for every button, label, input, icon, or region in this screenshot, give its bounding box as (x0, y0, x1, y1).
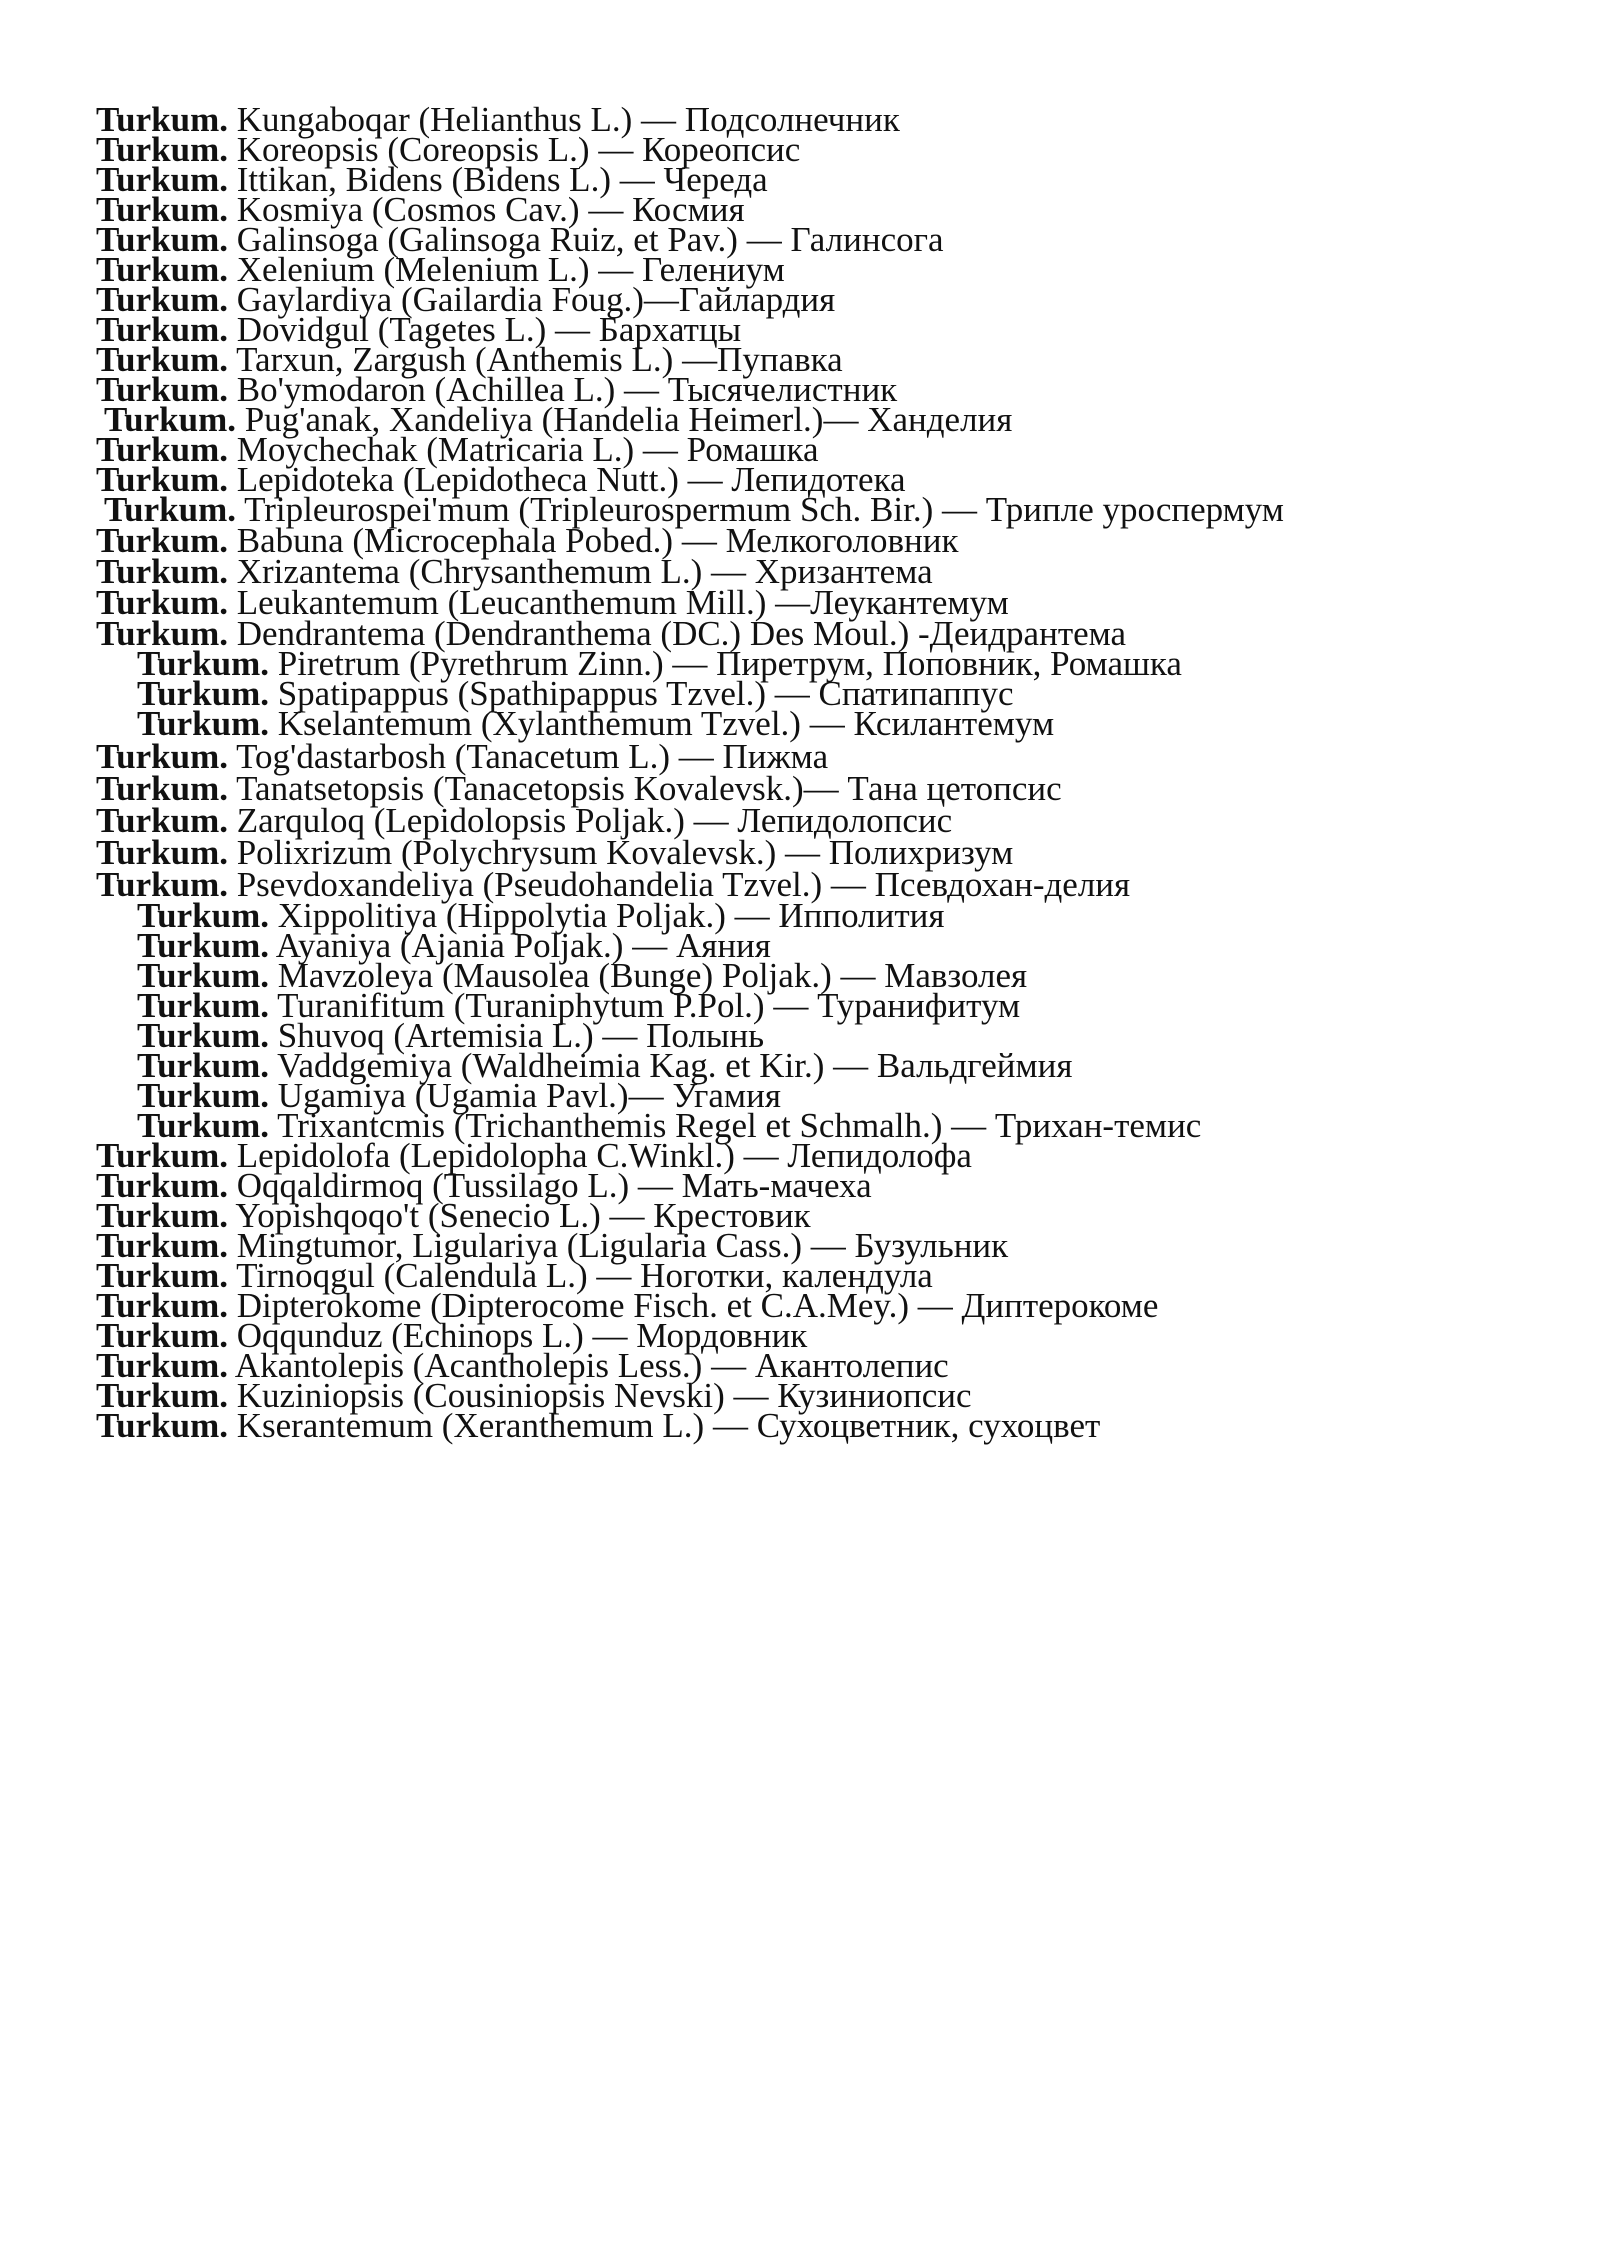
genus-prefix: Turkum. (96, 130, 228, 169)
genus-prefix: Turkum. (96, 521, 228, 560)
genus-name: Lepidolofa (Lepidolopha C.Winkl.) — Лепидолофа (236, 1136, 972, 1175)
genus-prefix: Turkum. (96, 769, 228, 808)
genus-name: Leukantemum (Leucanthemum Mill.) —Леукантемум (236, 583, 1009, 622)
genus-prefix: Turkum. (96, 552, 228, 591)
genus-name: Polixrizum (Polychrysum Kovalevsk.) — Полихризум (236, 833, 1014, 872)
genus-prefix: Turkum. (96, 430, 228, 469)
genus-prefix: Turkum. (137, 956, 269, 995)
genus-name: Gaylardiya (Gailardia Foug.)—Гайлардия (236, 280, 836, 319)
genus-name: Moychechak (Matricaria L.) — Ромашка (236, 430, 819, 469)
genus-name: Kosmiya (Cosmos Cav.) — Космия (236, 190, 745, 229)
genus-prefix: Turkum. (96, 833, 228, 872)
genus-prefix: Turkum. (137, 896, 269, 935)
genus-prefix: Turkum. (96, 1346, 228, 1385)
genus-prefix: Turkum. (137, 1046, 269, 1085)
genus-name: Tanatsetopsis (Tanacetopsis Kovalevsk.)— Тана цетопсис (236, 769, 1062, 808)
genus-prefix: Turkum. (137, 1076, 269, 1115)
genus-name: Mavzoleya (Mausolea (Bunge) Poljak.) — Мавзолея (277, 956, 1028, 995)
genus-name: Tripleurospei'mum (Tripleurospermum Sch. Bir.) — Трипле уроспермум (244, 490, 1284, 529)
genus-prefix: Turkum. (96, 1166, 228, 1205)
genus-name: Spatipappus (Spathipappus Tzvel.) — Спатипаппус (277, 674, 1014, 713)
genus-name: Oqqaldirmoq (Tussilago L.) — Мать-мачеха (236, 1166, 872, 1205)
genus-name: Vaddgemiya (Waldheimia Kag. et Kir.) — Вальдгеймия (277, 1046, 1073, 1085)
genus-name: Shuvoq (Artemisia L.) — Полынь (277, 1016, 765, 1055)
genus-prefix: Turkum. (104, 490, 236, 529)
genus-prefix: Turkum. (96, 801, 228, 840)
genus-prefix: Turkum. (104, 400, 236, 439)
genus-prefix: Turkum. (137, 1106, 269, 1145)
genus-name: Kselantemum (Xylanthemum Tzvel.) — Ксилантемум (277, 704, 1055, 743)
genus-name: Dendrantema (Dendranthema (DC.) Des Moul.) -Деидрантема (236, 614, 1127, 653)
genus-name: Dipterokome (Dipterocome Fisch. et C.A.Mey.) — Диптерокоме (236, 1286, 1159, 1325)
genus-prefix: Turkum. (137, 1016, 269, 1055)
genus-prefix: Turkum. (96, 1286, 228, 1325)
genus-prefix: Turkum. (96, 220, 228, 259)
genus-prefix: Turkum. (96, 370, 228, 409)
genus-name: Kungaboqar (Helianthus L.) — Подсолнечник (236, 100, 900, 139)
genus-name: Xippolitiya (Hippolytia Poljak.) — Ипполития (277, 896, 945, 935)
genus-name: Turanifitum (Turaniphytum P.Pol.) — Туранифитум (277, 986, 1021, 1025)
genus-name: Babuna (Microcephala Pobed.) — Мелкоголовник (236, 521, 959, 560)
genus-name: Akantolepis (Acantholepis Less.) — Акантолепис (234, 1346, 949, 1385)
genus-name: Kserantemum (Xeranthemum L.) — Сухоцветник, сухоцвет (236, 1406, 1101, 1445)
genus-prefix: Turkum. (96, 460, 228, 499)
genus-name: Kuziniopsis (Cousiniopsis Nevski) — Кузиниопсис (236, 1376, 972, 1415)
genus-name: Tog'dastarbosh (Tanacetum L.) — Пижма (236, 737, 829, 776)
genus-prefix: Turkum. (96, 280, 228, 319)
genus-name: Piretrum (Pyrethrum Zinn.) — Пиретрум, Поповник, Ромашка (277, 644, 1182, 683)
genus-prefix: Turkum. (96, 614, 228, 653)
genus-name: Oqqunduz (Echinops L.) — Мордовник (236, 1316, 808, 1355)
genus-name: Psevdoxandeliya (Pseudohandelia Tzvel.) — Псевдохан-делия (236, 865, 1131, 904)
genus-name: Mingtumor, Ligulariya (Ligularia Cass.) — Бузульник (236, 1226, 1009, 1265)
genus-name: Lepidoteka (Lepidotheca Nutt.) — Лепидотека (236, 460, 906, 499)
genus-name: Xelenium (Melenium L.) — Гелениум (236, 250, 785, 289)
genus-name: Trixantcmis (Trichanthemis Regel et Schmalh.) — Трихан-темис (277, 1106, 1202, 1145)
genus-name: Ugamiya (Ugamia Pavl.)— Угамия (277, 1076, 781, 1115)
genus-name: Yopishqoqo't (Senecio L.) — Крестовик (235, 1196, 811, 1235)
genus-prefix: Turkum. (96, 1226, 228, 1265)
genus-prefix: Turkum. (137, 674, 269, 713)
genus-prefix: Turkum. (96, 250, 228, 289)
genus-prefix: Turkum. (96, 310, 228, 349)
genus-prefix: Turkum. (96, 737, 228, 776)
genus-prefix: Turkum. (96, 340, 228, 379)
genus-name: Koreopsis (Coreopsis L.) — Кореопсис (236, 130, 801, 169)
genus-prefix: Turkum. (96, 865, 228, 904)
genus-name: Zarquloq (Lepidolopsis Poljak.) — Лепидолопсис (236, 801, 953, 840)
genus-prefix: Turkum. (96, 160, 228, 199)
genus-prefix: Turkum. (137, 704, 269, 743)
genus-entry (96, 1406, 1100, 1446)
genus-prefix: Turkum. (96, 1256, 228, 1295)
genus-name: Dovidgul (Tagetes L.) — Бархатцы (236, 310, 742, 349)
genus-name: Bo'ymodaron (Achillea L.) — Тысячелистник (236, 370, 898, 409)
genus-prefix: Turkum. (96, 583, 228, 622)
genus-prefix: Turkum. (137, 644, 269, 683)
genus-name: Tirnoqgul (Calendula L.) — Ноготки, календула (236, 1256, 933, 1295)
genus-name: Ayaniya (Ajania Poljak.) — Аяния (275, 926, 771, 965)
genus-prefix: Turkum. (96, 100, 228, 139)
genus-name: Pug'anak, Xandeliya (Handelia Heimerl.)— Ханделия (244, 400, 1013, 439)
genus-prefix: Turkum. (96, 190, 228, 229)
genus-name: Tarxun, Zargush (Anthemis L.) —Пупавка (236, 340, 843, 379)
genus-prefix: Turkum. (96, 1196, 228, 1235)
genus-prefix: Turkum. (137, 986, 269, 1025)
genus-name: Galinsoga (Galinsoga Ruiz, et Pav.) — Галинсога (236, 220, 944, 259)
genus-prefix: Turkum. (96, 1136, 228, 1175)
genus-prefix: Turkum. (96, 1316, 228, 1355)
genus-name: Ittikan, Bidens (Bidens L.) — Череда (236, 160, 768, 199)
genus-prefix: Turkum. (137, 926, 269, 965)
genus-prefix: Turkum. (96, 1406, 228, 1445)
genus-name: Xrizantema (Chrysanthemum L.) — Хризантема (236, 552, 933, 591)
genus-prefix: Turkum. (96, 1376, 228, 1415)
